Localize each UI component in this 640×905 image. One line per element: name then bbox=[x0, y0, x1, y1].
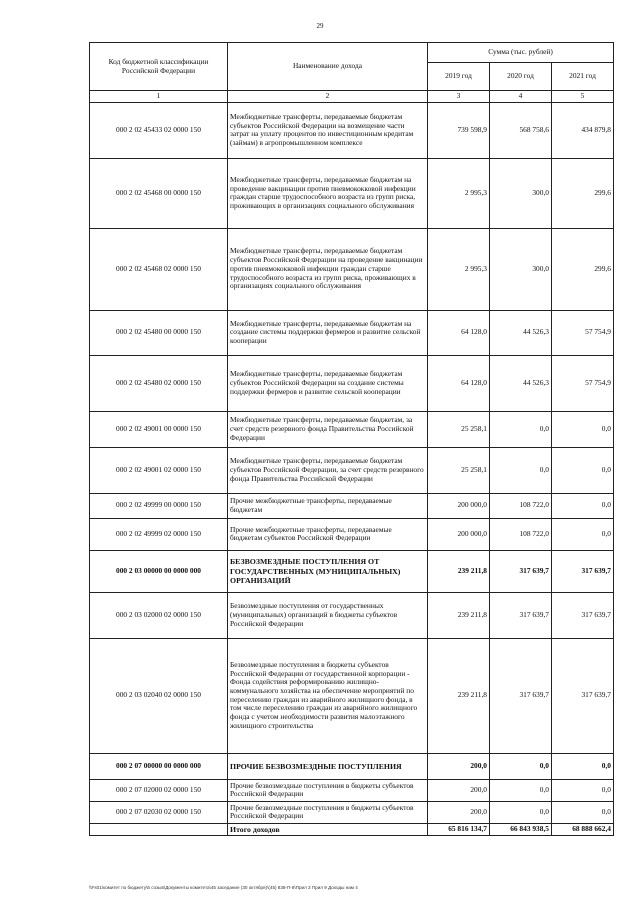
col-number-1: 1 bbox=[90, 91, 228, 103]
col-number-5: 5 bbox=[552, 91, 614, 103]
amount-2020-cell: 300,0 bbox=[490, 228, 552, 310]
amount-2020-cell: 0,0 bbox=[490, 801, 552, 823]
amount-2021-cell: 0,0 bbox=[552, 801, 614, 823]
amount-2020-cell: 0,0 bbox=[490, 447, 552, 493]
amount-2020-cell: 108 722,0 bbox=[490, 493, 552, 518]
amount-2019-cell: 200 000,0 bbox=[428, 493, 490, 518]
revenue-name-cell: Прочие безвозмездные поступления в бюджеты субъектов Российской Федерации bbox=[228, 801, 428, 823]
amount-2019-cell: 239 211,8 bbox=[428, 592, 490, 638]
amount-2019-cell: 239 211,8 bbox=[428, 638, 490, 753]
amount-2019-cell: 25 258,1 bbox=[428, 447, 490, 493]
table-row bbox=[90, 158, 614, 228]
amount-2020-cell: 0,0 bbox=[490, 411, 552, 447]
budget-code-cell: 000 2 07 02000 02 0000 150 bbox=[90, 779, 228, 801]
amount-2021-cell: 299,6 bbox=[552, 158, 614, 228]
budget-code-cell: 000 2 02 45480 00 0000 150 bbox=[90, 310, 228, 355]
table-row bbox=[90, 228, 614, 310]
page-number: 29 bbox=[316, 22, 324, 30]
budget-code-cell: 000 2 03 02040 02 0000 150 bbox=[90, 638, 228, 753]
revenue-name-cell: Межбюджетные трансферты, передаваемые бюджетам на проведение вакцинации против пневмококковой инфекции граждан старше трудоспособного возраста из групп риска, проживающих в организациях социального обслуживания bbox=[228, 158, 428, 228]
amount-2019-cell: 239 211,8 bbox=[428, 550, 490, 592]
budget-code-cell: 000 2 03 00000 00 0000 000 bbox=[90, 550, 228, 592]
amount-2021-cell: 0,0 bbox=[552, 753, 614, 779]
budget-code-cell: 000 2 07 02030 02 0000 150 bbox=[90, 801, 228, 823]
header-year-2021: 2021 год bbox=[552, 63, 614, 91]
table-row bbox=[90, 779, 614, 801]
budget-code-cell: 000 2 07 00000 00 0000 000 bbox=[90, 753, 228, 779]
table-row bbox=[90, 411, 614, 447]
total-2021: 68 888 662,4 bbox=[552, 823, 614, 835]
header-code: Код бюджетной классификации Российской Федерации bbox=[90, 43, 228, 91]
header-year-2020: 2020 год bbox=[490, 63, 552, 91]
revenue-name-cell: Прочие безвозмездные поступления в бюджеты субъектов Российской Федерации bbox=[228, 779, 428, 801]
header-name: Наименование дохода bbox=[228, 43, 428, 91]
table-row bbox=[90, 355, 614, 411]
table-row bbox=[90, 493, 614, 518]
amount-2021-cell: 0,0 bbox=[552, 411, 614, 447]
revenue-name-cell: Межбюджетные трансферты, передаваемые бюджетам субъектов Российской Федерации, за счет средств резервного фонда Правительства Российской Федерации bbox=[228, 447, 428, 493]
revenue-name-cell: Межбюджетные трансферты, передаваемые бюджетам субъектов Российской Федерации на создание системы поддержки фермеров и развитие сельской кооперации bbox=[228, 355, 428, 411]
amount-2021-cell: 0,0 bbox=[552, 779, 614, 801]
amount-2019-cell: 200 000,0 bbox=[428, 518, 490, 550]
total-2020: 66 843 938,5 bbox=[490, 823, 552, 835]
amount-2019-cell: 2 995,3 bbox=[428, 158, 490, 228]
revenue-name-cell: Прочие межбюджетные трансферты, передаваемые бюджетам bbox=[228, 493, 428, 518]
amount-2019-cell: 739 598,9 bbox=[428, 102, 490, 158]
amount-2021-cell: 299,6 bbox=[552, 228, 614, 310]
amount-2019-cell: 200,0 bbox=[428, 779, 490, 801]
table-row bbox=[90, 447, 614, 493]
budget-code-cell: 000 2 02 49001 02 0000 150 bbox=[90, 447, 228, 493]
col-number-3: 3 bbox=[428, 91, 490, 103]
amount-2020-cell: 0,0 bbox=[490, 779, 552, 801]
amount-2021-cell: 0,0 bbox=[552, 518, 614, 550]
revenue-name-cell: Межбюджетные трансферты, передаваемые бюджетам, за счет средств резервного фонда Правительства Российской Федерации bbox=[228, 411, 428, 447]
amount-2020-cell: 44 526,3 bbox=[490, 355, 552, 411]
col-number-2: 2 bbox=[228, 91, 428, 103]
table-row bbox=[90, 801, 614, 823]
amount-2021-cell: 317 639,7 bbox=[552, 550, 614, 592]
revenue-name-cell: Межбюджетные трансферты, передаваемые бюджетам на создание системы поддержки фермеров и развитие сельской кооперации bbox=[228, 310, 428, 355]
revenue-name-cell: Межбюджетные трансферты, передаваемые бюджетам субъектов Российской Федерации на проведение вакцинации против пневмококковой инфекции граждан старше трудоспособного возраста из групп риска, проживающих в организациях социального обслуживания bbox=[228, 228, 428, 310]
budget-code-cell: 000 2 03 02000 02 0000 150 bbox=[90, 592, 228, 638]
amount-2020-cell: 0,0 bbox=[490, 753, 552, 779]
amount-2021-cell: 57 754,9 bbox=[552, 310, 614, 355]
file-path-footer: \\Fs01\комитет по бюджету\6 созыв\Документы комитета\45 заседание (30 октября)\(45) 838-П-8\Прил 3 Прил 9 Доходы нам 4 bbox=[89, 885, 358, 890]
amount-2020-cell: 317 639,7 bbox=[490, 550, 552, 592]
table-row bbox=[90, 102, 614, 158]
table-row bbox=[90, 550, 614, 592]
budget-revenue-table bbox=[89, 42, 614, 836]
amount-2019-cell: 64 128,0 bbox=[428, 310, 490, 355]
budget-code-cell: 000 2 02 45468 02 0000 150 bbox=[90, 228, 228, 310]
amount-2019-cell: 64 128,0 bbox=[428, 355, 490, 411]
revenue-name-cell: Прочие межбюджетные трансферты, передаваемые бюджетам субъектов Российской Федерации bbox=[228, 518, 428, 550]
amount-2020-cell: 300,0 bbox=[490, 158, 552, 228]
amount-2020-cell: 317 639,7 bbox=[490, 592, 552, 638]
amount-2019-cell: 200,0 bbox=[428, 801, 490, 823]
budget-code-cell: 000 2 02 49999 02 0000 150 bbox=[90, 518, 228, 550]
amount-2020-cell: 108 722,0 bbox=[490, 518, 552, 550]
table-row bbox=[90, 638, 614, 753]
revenue-name-cell: БЕЗВОЗМЕЗДНЫЕ ПОСТУПЛЕНИЯ ОТ ГОСУДАРСТВЕННЫХ (МУНИЦИПАЛЬНЫХ) ОРГАНИЗАЦИЙ bbox=[228, 550, 428, 592]
table-row bbox=[90, 310, 614, 355]
amount-2019-cell: 200,0 bbox=[428, 753, 490, 779]
revenue-name-cell: Безвозмездные поступления от государственных (муниципальных) организаций в бюджеты субъектов Российской Федерации bbox=[228, 592, 428, 638]
budget-code-cell: 000 2 02 45433 02 0000 150 bbox=[90, 102, 228, 158]
amount-2020-cell: 317 639,7 bbox=[490, 638, 552, 753]
amount-2020-cell: 44 526,3 bbox=[490, 310, 552, 355]
col-number-4: 4 bbox=[490, 91, 552, 103]
total-2019: 65 816 134,7 bbox=[428, 823, 490, 835]
total-row bbox=[90, 823, 614, 835]
budget-code-cell: 000 2 02 49999 00 0000 150 bbox=[90, 493, 228, 518]
revenue-name-cell: ПРОЧИЕ БЕЗВОЗМЕЗДНЫЕ ПОСТУПЛЕНИЯ bbox=[228, 753, 428, 779]
table-row bbox=[90, 592, 614, 638]
amount-2021-cell: 317 639,7 bbox=[552, 638, 614, 753]
total-code bbox=[90, 823, 228, 835]
amount-2021-cell: 0,0 bbox=[552, 493, 614, 518]
amount-2019-cell: 25 258,1 bbox=[428, 411, 490, 447]
amount-2020-cell: 568 758,6 bbox=[490, 102, 552, 158]
amount-2021-cell: 434 879,8 bbox=[552, 102, 614, 158]
revenue-name-cell: Межбюджетные трансферты, передаваемые бюджетам субъектов Российской Федерации на возмещение части затрат на уплату процентов по инвестиционным кредитам (займам) в агропромышленном комплексе bbox=[228, 102, 428, 158]
budget-code-cell: 000 2 02 49001 00 0000 150 bbox=[90, 411, 228, 447]
header-year-2019: 2019 год bbox=[428, 63, 490, 91]
revenue-name-cell: Безвозмездные поступления в бюджеты субъектов Российской Федерации от государственной корпорации - Фонда содействия реформированию жилищно-коммунального хозяйства на обеспечение мероприятий по переселению граждан из аварийного жилищного фонда, в том числе переселению граждан из аварийного жилищного фонда с учетом необходимости развития малоэтажного жилищного строительства bbox=[228, 638, 428, 753]
budget-code-cell: 000 2 02 45468 00 0000 150 bbox=[90, 158, 228, 228]
budget-code-cell: 000 2 02 45480 02 0000 150 bbox=[90, 355, 228, 411]
amount-2021-cell: 317 639,7 bbox=[552, 592, 614, 638]
total-label: Итого доходов bbox=[228, 823, 428, 835]
amount-2019-cell: 2 995,3 bbox=[428, 228, 490, 310]
amount-2021-cell: 57 754,9 bbox=[552, 355, 614, 411]
amount-2021-cell: 0,0 bbox=[552, 447, 614, 493]
table-row bbox=[90, 753, 614, 779]
header-sum: Сумма (тыс. рублей) bbox=[428, 43, 614, 63]
table-row bbox=[90, 518, 614, 550]
